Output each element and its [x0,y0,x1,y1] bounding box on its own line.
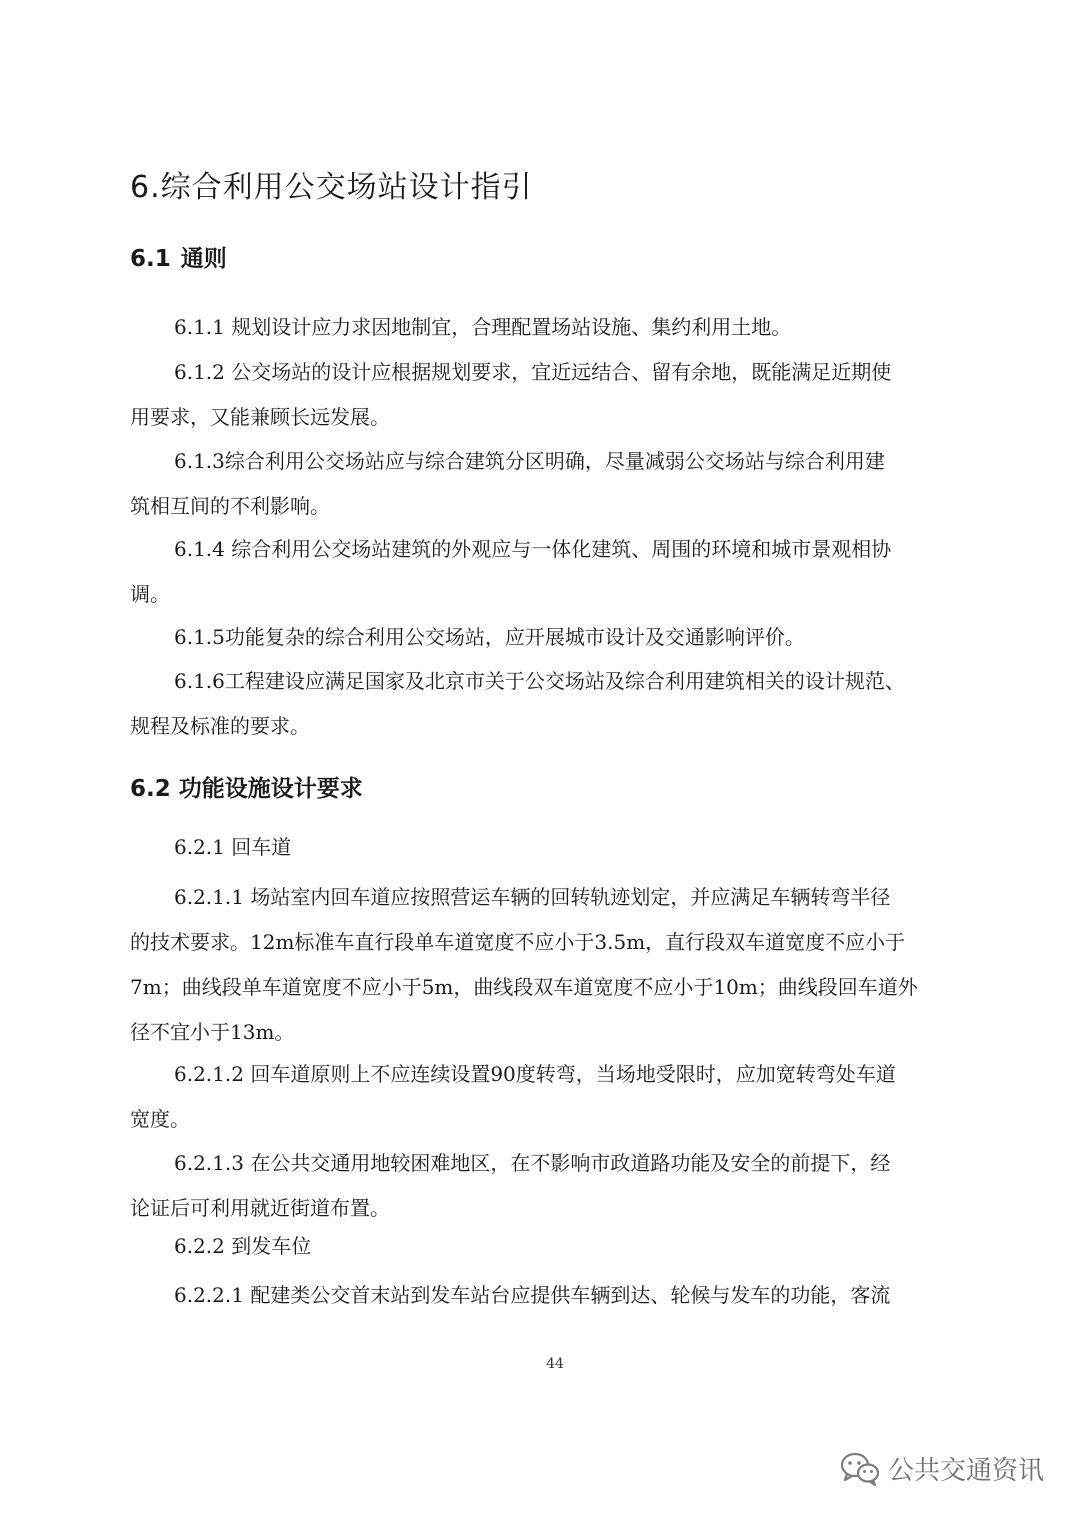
paragraph-line: 6.1.2 公交场站的设计应根据规划要求，宜近远结合、留有余地，既能满足近期使 [174,360,892,384]
section-number: 6.2 [130,776,171,802]
paragraph-6-2-2-1 [130,1273,960,1318]
paragraph-line: 论证后可利用就近街道布置。 [130,1196,390,1220]
watermark [840,1450,1044,1487]
paragraph-line: 调。 [130,582,170,606]
paragraph-line: 规程及标准的要求。 [130,714,310,738]
paragraph-line: 6.2.1.2 回车道原则上不应连续设置90度转弯，当场地受限时，应加宽转弯处车道 [174,1062,896,1086]
paragraph-line: 6.2.2 到发车位 [174,1234,312,1258]
paragraph-line: 6.2.1.3 在公共交通用地较困难地区，在不影响市政道路功能及安全的前提下，经 [174,1151,891,1175]
paragraph-line: 6.1.1 规划设计应力求因地制宜，合理配置场站设施、集约利用土地。 [174,315,792,339]
paragraph-line: 6.2.1.1 场站室内回车道应按照营运车辆的回转轨迹划定，并应满足车辆转弯半径 [174,885,891,909]
paragraph-line: 6.2.1 回车道 [174,835,292,859]
paragraph-line: 7m；曲线段单车道宽度不应小于5m，曲线段双车道宽度不应小于10m；曲线段回车道外 [130,975,918,999]
paragraph-6-2-1-2 [130,1052,960,1142]
paragraph-6-2-1-3 [130,1141,960,1231]
chapter-title: 6.综合利用公交场站设计指引 [130,170,533,205]
section-6-2-heading [130,770,363,803]
paragraph-6-2-2 [130,1224,960,1269]
section-title: 通则 [180,246,227,272]
watermark-text: 公共交通资讯 [887,1456,1044,1486]
paragraph-6-1-2 [130,350,960,440]
paragraph-6-1-5 [130,615,960,660]
paragraph-line: 用要求，又能兼顾长远发展。 [130,405,390,429]
section-title: 功能设施设计要求 [178,776,363,802]
paragraph-6-2-1-1 [130,875,960,1055]
paragraph-6-1-6 [130,659,960,749]
wechat-icon [840,1452,880,1486]
paragraph-line: 6.1.3综合利用公交场站应与综合建筑分区明确，尽量减弱公交场站与综合利用建 [174,449,885,473]
paragraph-line: 筑相互间的不利影响。 [130,494,330,518]
paragraph-6-1-3 [130,439,960,529]
paragraph-line: 的技术要求。12m标准车直行段单车道宽度不应小于3.5m，直行段双车道宽度不应小于 [130,930,906,954]
paragraph-6-1-1 [130,305,960,350]
paragraph-6-2-1 [130,825,960,870]
paragraph-line: 6.2.2.1 配建类公交首末站到发车站台应提供车辆到达、轮候与发车的功能，客流 [174,1283,891,1307]
section-number: 6.1 [130,246,171,272]
paragraph-line: 6.1.4 综合利用公交场站建筑的外观应与一体化建筑、周围的环境和城市景观相协 [174,537,892,561]
section-6-1-heading [130,240,227,273]
page-number: 44 [546,1356,564,1372]
paragraph-line: 宽度。 [130,1107,190,1131]
paragraph-line: 6.1.6工程建设应满足国家及北京市关于公交场站及综合利用建筑相关的设计规范、 [174,669,905,693]
paragraph-line: 6.1.5功能复杂的综合利用公交场站，应开展城市设计及交通影响评价。 [174,625,805,649]
paragraph-6-1-4 [130,527,960,617]
paragraph-line: 径不宜小于13m。 [130,1020,295,1044]
